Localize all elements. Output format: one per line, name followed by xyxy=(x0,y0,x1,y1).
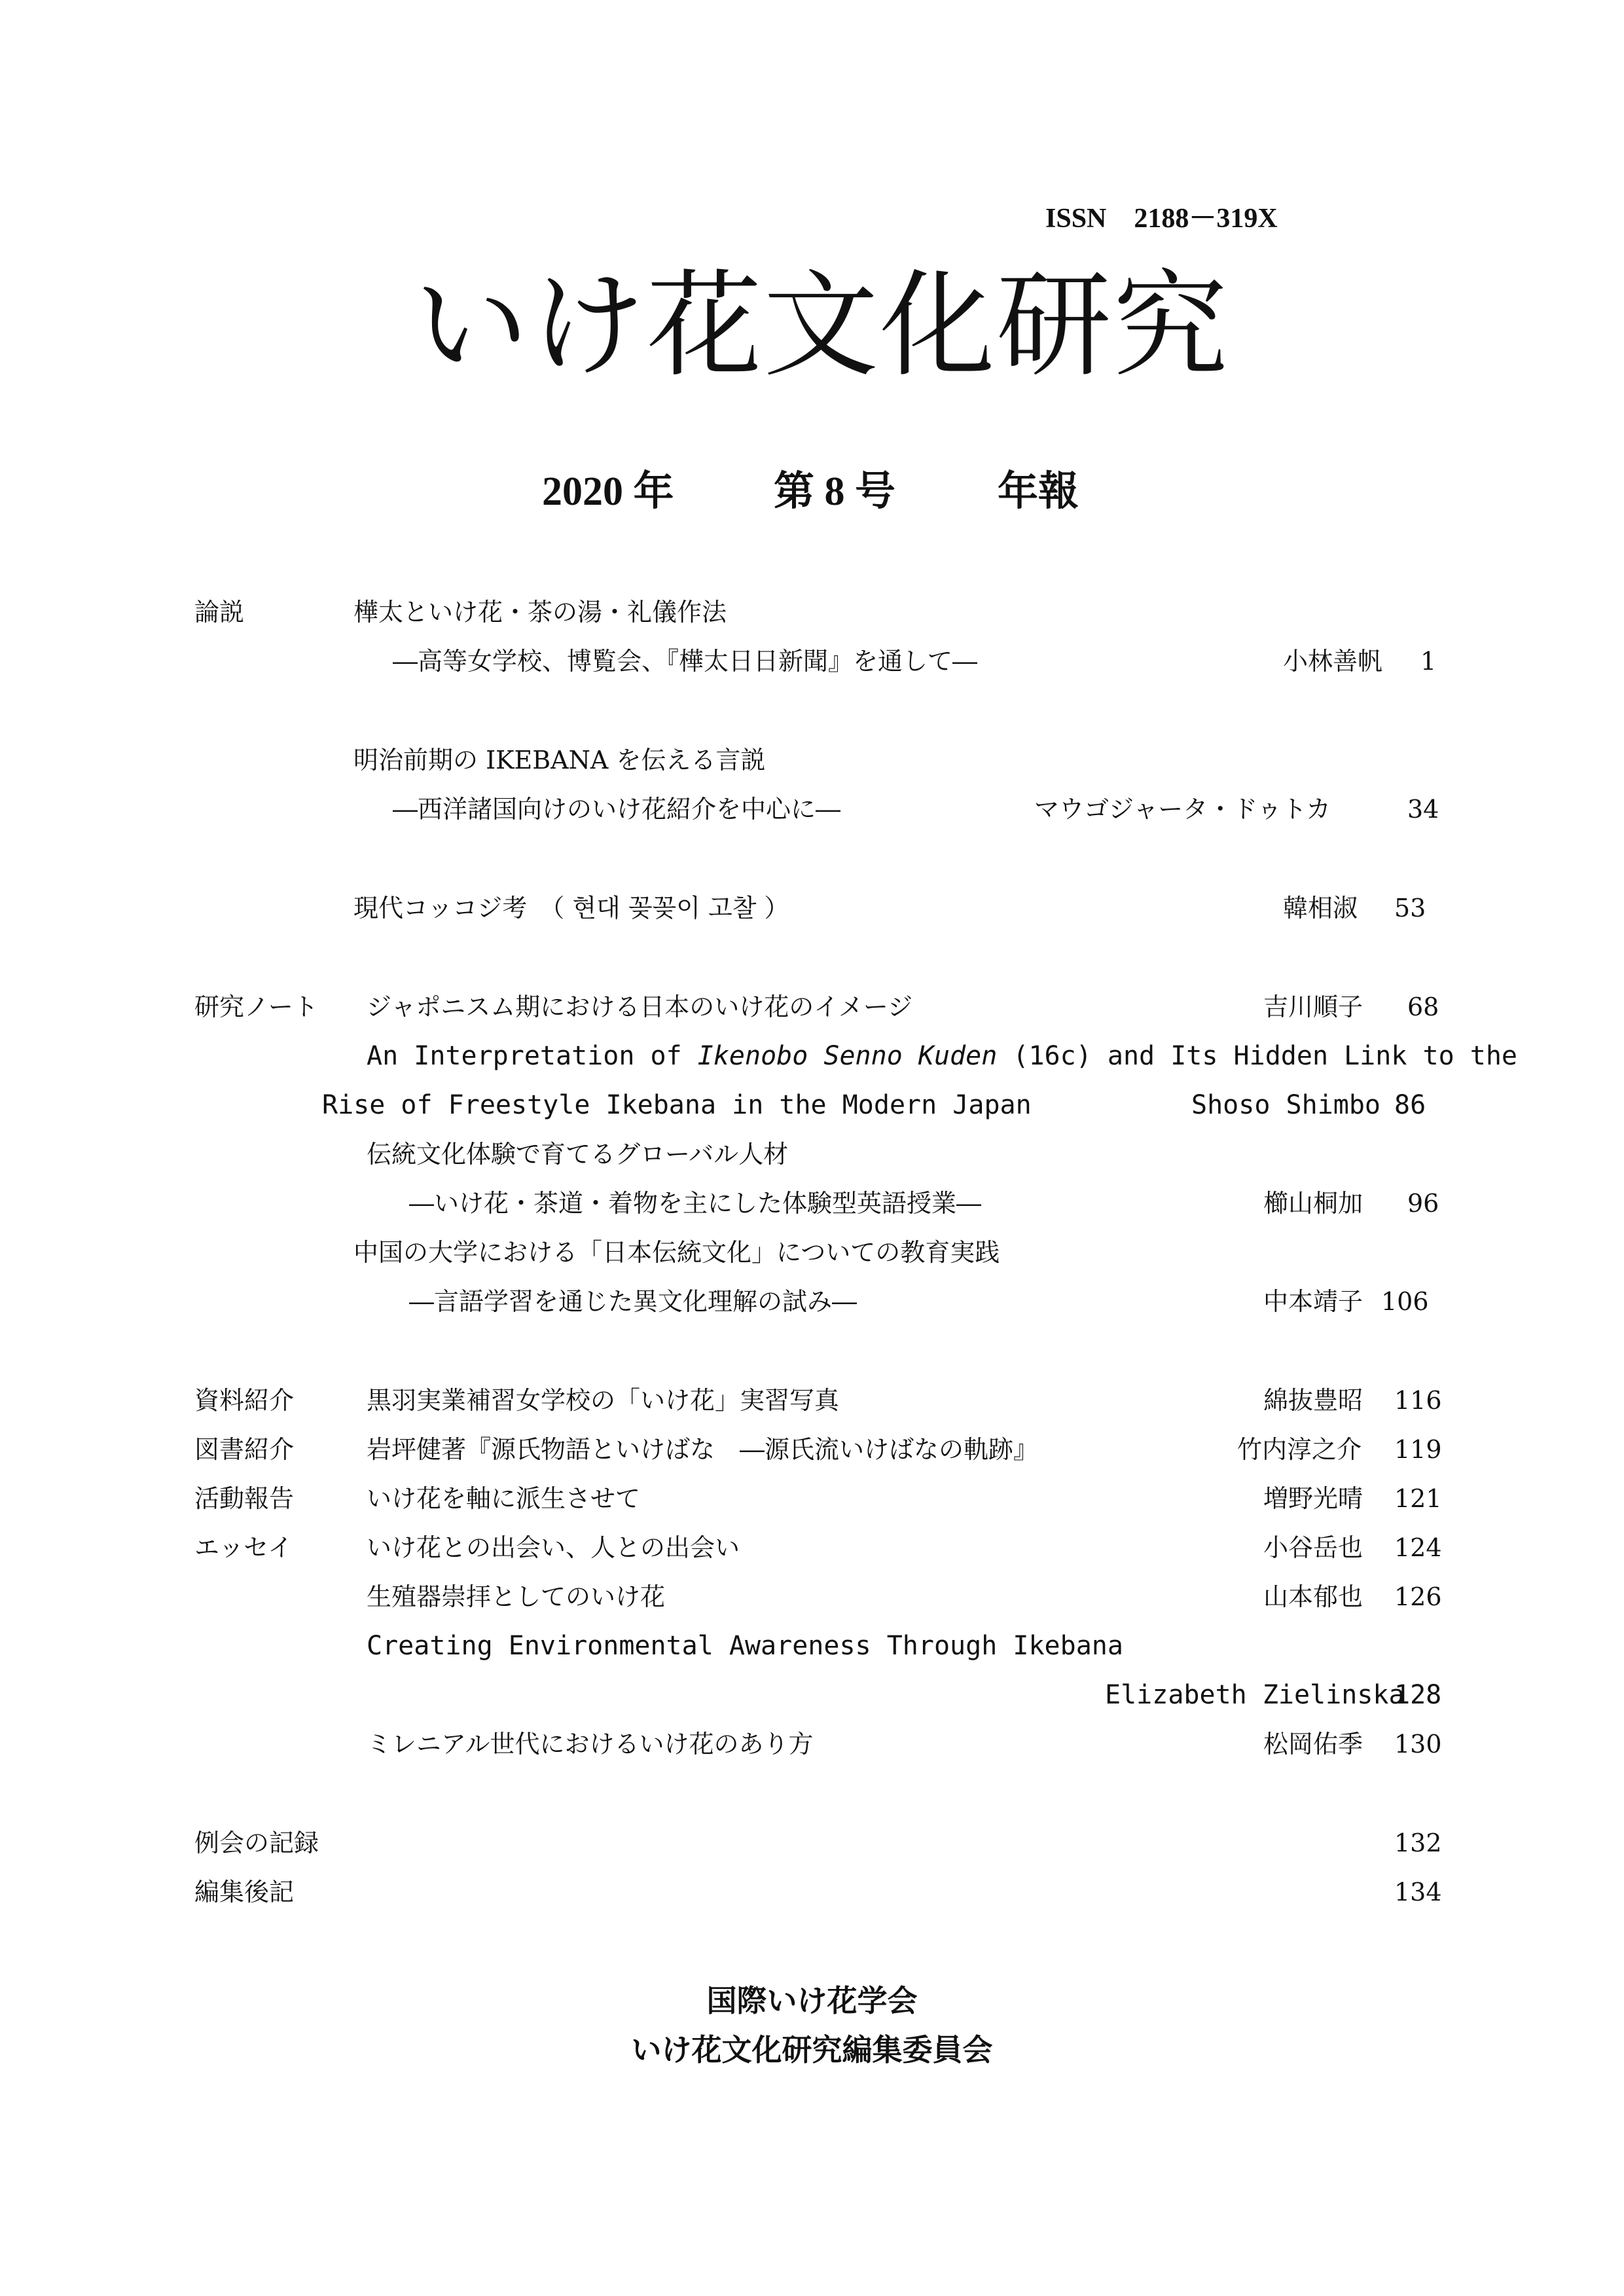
entry-author: 韓相淑 xyxy=(1283,894,1358,922)
entry-title[interactable]: ジャポニスム期における日本のいけ花のイメージ xyxy=(367,993,913,1021)
entry-title-english[interactable]: Creating Environmental Awareness Through Ikebana xyxy=(367,1631,1123,1661)
entry-title-english-line2: Rise of Freestyle Ikebana in the Modern Japan xyxy=(322,1090,1032,1120)
entry-title[interactable]: ミレニアル世代におけるいけ花のあり方 xyxy=(367,1730,814,1758)
entry-title[interactable]: 岩坪健著『源氏物語といけばな ―源氏流いけばなの軌跡』 xyxy=(367,1435,1039,1464)
entry-title[interactable]: 樺太といけ花・茶の湯・礼儀作法 xyxy=(353,598,727,627)
entry-title-part: (16c) and Its Hidden Link to the xyxy=(997,1041,1518,1071)
entry-subtitle: ―言語学習を通じた異文化理解の試み― xyxy=(409,1287,857,1316)
entry-author: 松岡佑季 xyxy=(1263,1730,1363,1758)
entry-title[interactable]: 生殖器崇拝としてのいけ花 xyxy=(367,1582,666,1611)
section-label-essay: エッセイ xyxy=(194,1533,293,1562)
section-label-tosho: 図書紹介 xyxy=(194,1435,295,1464)
extra-label-reikai[interactable]: 例会の記録 xyxy=(194,1829,319,1857)
entry-page: 1 xyxy=(1420,647,1437,676)
issue-year: 2020 年 xyxy=(542,469,674,514)
entry-title[interactable]: 伝統文化体験で育てるグローバル人材 xyxy=(367,1140,789,1169)
entry-author: 竹内淳之介 xyxy=(1237,1435,1362,1464)
entry-page: 106 xyxy=(1381,1287,1429,1316)
entry-page: 86 xyxy=(1394,1090,1426,1120)
publisher-line-2: いけ花文化研究編集委員会 xyxy=(631,2032,993,2068)
entry-author: 小谷岳也 xyxy=(1263,1533,1363,1562)
entry-author: 小林善帆 xyxy=(1283,647,1383,676)
entry-author: 増野光晴 xyxy=(1263,1484,1363,1513)
entry-author: マウゴジャータ・ドゥトカ xyxy=(1034,795,1331,824)
entry-author: 吉川順子 xyxy=(1263,993,1363,1021)
entry-title-italic: Ikenobo Senno Kuden xyxy=(697,1041,998,1071)
entry-author: 中本靖子 xyxy=(1263,1287,1363,1316)
entry-author: 櫛山桐加 xyxy=(1263,1189,1363,1218)
entry-page: 68 xyxy=(1407,993,1439,1021)
entry-subtitle: ―高等女学校、博覧会、『樺太日日新聞』を通して― xyxy=(393,647,978,676)
entry-author: Elizabeth Zielinska xyxy=(1105,1680,1405,1710)
entry-title-part: An Interpretation of xyxy=(367,1041,698,1071)
section-label-kenkyu-note: 研究ノート xyxy=(194,993,318,1021)
entry-page: 34 xyxy=(1407,795,1439,824)
entry-page: 128 xyxy=(1394,1680,1442,1710)
extra-label-henshu[interactable]: 編集後記 xyxy=(194,1878,295,1906)
issue-type: 年報 xyxy=(998,469,1079,514)
entry-title[interactable]: いけ花との出会い、人との出会い xyxy=(367,1533,740,1562)
entry-page: 53 xyxy=(1394,894,1426,922)
entry-title[interactable]: 黒羽実業補習女学校の「いけ花」実習写真 xyxy=(367,1386,840,1415)
entry-page: 96 xyxy=(1407,1189,1439,1218)
section-label-shiryo: 資料紹介 xyxy=(194,1386,295,1415)
entry-page: 124 xyxy=(1394,1533,1442,1562)
publisher-line-1: 国際いけ花学会 xyxy=(706,1983,918,2018)
entry-title-english[interactable] xyxy=(367,1040,1517,1072)
entry-author: 山本郁也 xyxy=(1263,1582,1363,1611)
entry-title[interactable]: いけ花を軸に派生させて xyxy=(367,1484,641,1513)
entry-author: Shoso Shimbo xyxy=(1191,1090,1380,1120)
section-label-ronsetsu: 論説 xyxy=(194,598,245,627)
entry-title[interactable]: 中国の大学における「日本伝統文化」についての教育実践 xyxy=(353,1238,1000,1267)
entry-author: 綿抜豊昭 xyxy=(1263,1386,1363,1415)
entry-subtitle: ―西洋諸国向けのいけ花紹介を中心に― xyxy=(393,795,841,824)
entry-title[interactable]: 現代コッコジ考 （ 현대 꽂꽂이 고찰 ） xyxy=(353,894,789,922)
journal-title: いけ花文化研究 xyxy=(413,259,1229,393)
section-label-katsudo: 活動報告 xyxy=(194,1484,295,1513)
extra-page-reikai: 132 xyxy=(1394,1829,1442,1857)
entry-page: 126 xyxy=(1394,1582,1442,1611)
entry-page: 130 xyxy=(1394,1730,1442,1758)
entry-subtitle: ―いけ花・茶道・着物を主にした体験型英語授業― xyxy=(409,1189,982,1218)
extra-page-henshu: 134 xyxy=(1394,1878,1442,1906)
entry-page: 116 xyxy=(1394,1386,1442,1415)
entry-page: 121 xyxy=(1394,1484,1442,1513)
entry-page: 119 xyxy=(1394,1435,1442,1464)
issue-number: 第 8 号 xyxy=(774,469,896,514)
entry-title[interactable]: 明治前期の IKEBANA を伝える言説 xyxy=(353,746,766,774)
issn-number: ISSN 2188－319X xyxy=(1045,204,1278,234)
